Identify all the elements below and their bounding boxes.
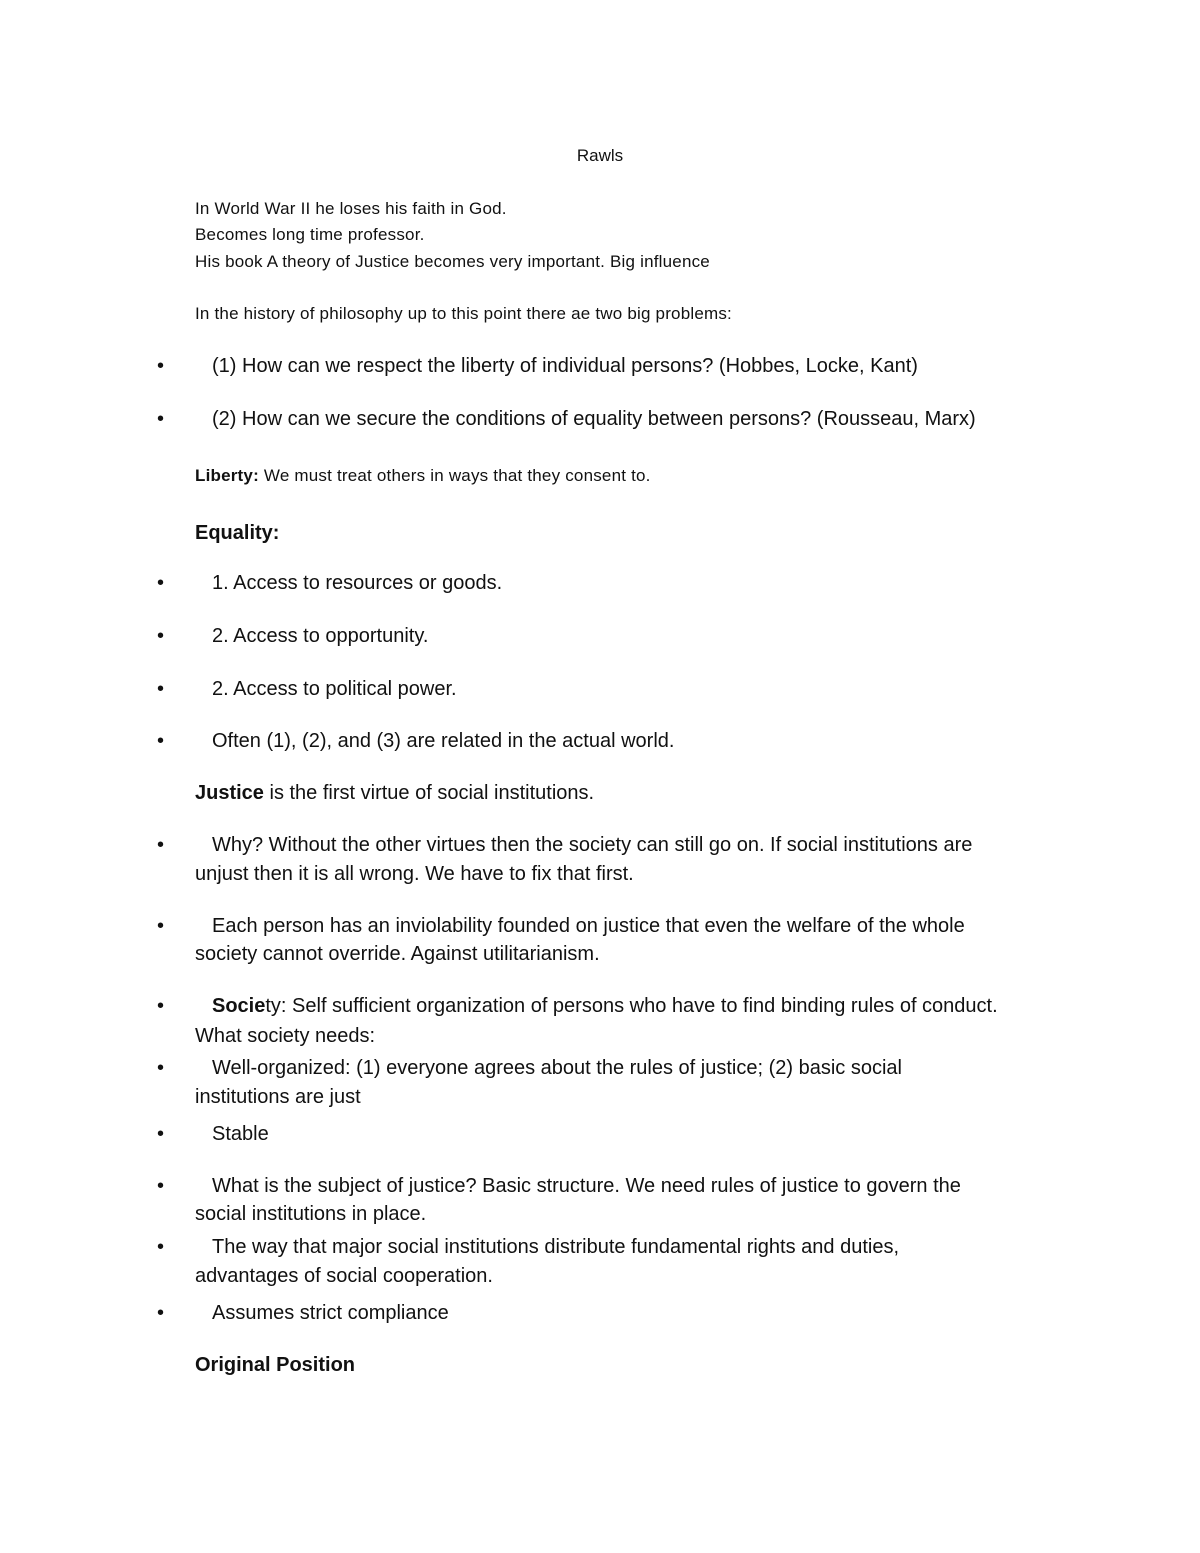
bullet-icon: • [157,1057,165,1079]
society-item-line: institutions are just [195,1086,361,1108]
bullet-icon: • [157,1236,165,1258]
original-position-heading: Original Position [195,1354,356,1376]
equality-item: 2. Access to political power. [212,678,457,700]
justice-text: is the first virtue of social institutions. [263,782,595,804]
liberty-definition [195,467,651,484]
bullet-icon: • [157,915,165,937]
bullet-icon: • [157,572,165,594]
intro-line: In World War II he loses his faith in God. [195,199,507,218]
bullet-icon: • [157,625,165,647]
society-term-rest: ty [265,995,281,1017]
bullet-icon: • [157,995,165,1017]
society-needs: What society needs: [195,1025,376,1047]
liberty-term: Liberty: [195,466,259,485]
justice-term: Justice [195,782,264,804]
society-item-line: Assumes strict compliance [212,1302,449,1324]
problem-item: (1) How can we respect the liberty of individual persons? (Hobbes, Locke, Kant) [212,355,918,377]
society-definition [212,996,998,1016]
equality-item: Often (1), (2), and (3) are related in the actual world. [212,730,675,752]
problems-intro: In the history of philosophy up to this point there ae two big problems: [195,304,732,323]
society-item-line: What is the subject of justice? Basic structure. We need rules of justice to govern the [212,1175,961,1197]
society-item-line: advantages of social cooperation. [195,1265,493,1287]
justice-item-line: Why? Without the other virtues then the society can still go on. If social institutions are [212,834,973,856]
bullet-icon: • [157,408,165,430]
justice-statement [195,783,594,803]
equality-item: 2. Access to opportunity. [212,625,429,647]
justice-item-line: unjust then it is all wrong. We have to fix that first. [195,863,634,885]
bullet-icon: • [157,1302,165,1324]
liberty-text: We must treat others in ways that they consent to. [258,466,651,485]
society-text: : Self sufficient organization of persons who have to find binding rules of conduct. [280,995,998,1017]
bullet-icon: • [157,1175,165,1197]
society-item-line: social institutions in place. [195,1203,427,1225]
justice-item-line: Each person has an inviolability founded on justice that even the welfare of the whole [212,915,965,937]
equality-item: 1. Access to resources or goods. [212,572,503,594]
bullet-icon: • [157,834,165,856]
problem-item: (2) How can we secure the conditions of equality between persons? (Rousseau, Marx) [212,408,976,430]
bullet-icon: • [157,678,165,700]
bullet-icon: • [157,1123,165,1145]
society-item-line: Well-organized: (1) everyone agrees about the rules of justice; (2) basic social [212,1057,902,1079]
equality-heading: Equality: [195,522,280,544]
page-title: Rawls [576,146,624,165]
bullet-icon: • [157,730,165,752]
society-item-line: Stable [212,1123,269,1145]
justice-item-line: society cannot override. Against utilitarianism. [195,943,600,965]
intro-line: His book A theory of Justice becomes very important. Big influence [195,252,710,271]
society-item-line: The way that major social institutions distribute fundamental rights and duties, [212,1236,900,1258]
intro-line: Becomes long time professor. [195,225,425,244]
bullet-icon: • [157,355,165,377]
society-term: Socie [212,995,266,1017]
